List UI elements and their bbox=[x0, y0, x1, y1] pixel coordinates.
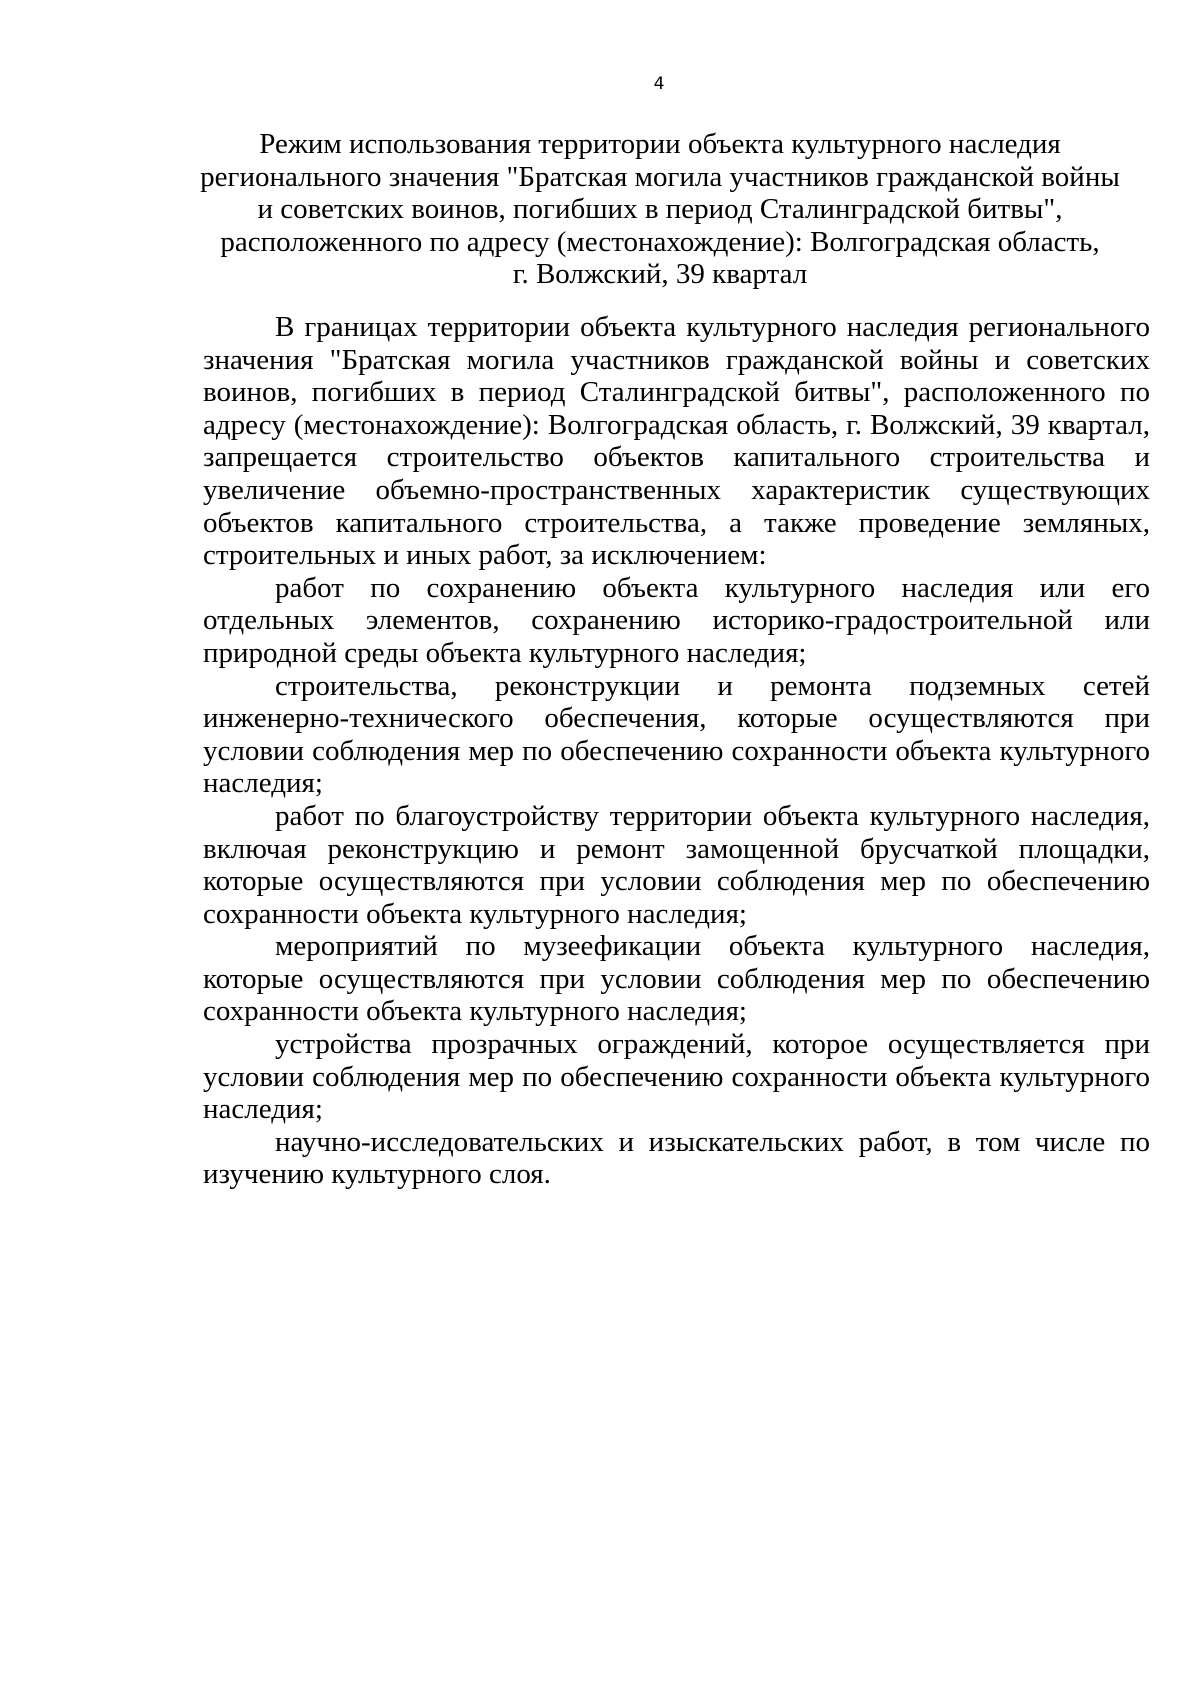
document-body bbox=[203, 311, 1150, 1191]
exception-item: мероприятий по музеефикации объекта культурного наследия, которые осуществляются при условии соблюдения мер по обеспечению сохранности объекта культурного наследия; bbox=[203, 930, 1150, 1028]
title-line: расположенного по адресу (местонахождение): Волгоградская область, bbox=[220, 225, 1100, 258]
title-line: и советских воинов, погибших в период Сталинградской битвы", bbox=[257, 193, 1063, 225]
exception-item: научно-исследовательских и изыскательских работ, в том числе по изучению культурного слоя. bbox=[203, 1125, 1150, 1191]
title-line: Режим использования территории объекта культурного наследия bbox=[259, 128, 1061, 160]
exception-item: устройства прозрачных ограждений, которое осуществляется при условии соблюдения мер по обеспечению сохранности объекта культурного наследия; bbox=[203, 1028, 1150, 1126]
exception-item: строительства, реконструкции и ремонта подземных сетей инженерно-технического обеспечения, которые осуществляются при условии соблюдения мер по обеспечению сохранности объекта культурного наследия; bbox=[203, 669, 1150, 800]
document-title bbox=[150, 128, 1170, 291]
title-line: регионального значения "Братская могила участников гражданской войны bbox=[200, 160, 1120, 193]
page-number: 4 bbox=[653, 74, 665, 94]
intro-paragraph: В границах территории объекта культурного наследия регионального значения "Братская могила участников гражданской войны и советских воинов, погибших в период Сталинградской битвы", расположенного по адресу (местонахождение): Волгоградская область, г. Волжский, 39 квартал, запрещается строительство объектов капитального строительства и увеличение объемно-пространственных характеристик существующих объектов капитального строительства, а также проведение земляных, строительных и иных работ, за исключением: bbox=[203, 311, 1150, 572]
exception-item: работ по благоустройству территории объекта культурного наследия, включая реконструкцию и ремонт замощенной брусчаткой площадки, которые осуществляются при условии соблюдения мер по обеспечению сохранности объекта культурного наследия; bbox=[203, 799, 1150, 930]
title-line: г. Волжский, 39 квартал bbox=[512, 258, 808, 290]
exception-item: работ по сохранению объекта культурного наследия или его отдельных элементов, сохранению историко-градостроительной или природной среды объекта культурного наследия; bbox=[203, 571, 1150, 669]
